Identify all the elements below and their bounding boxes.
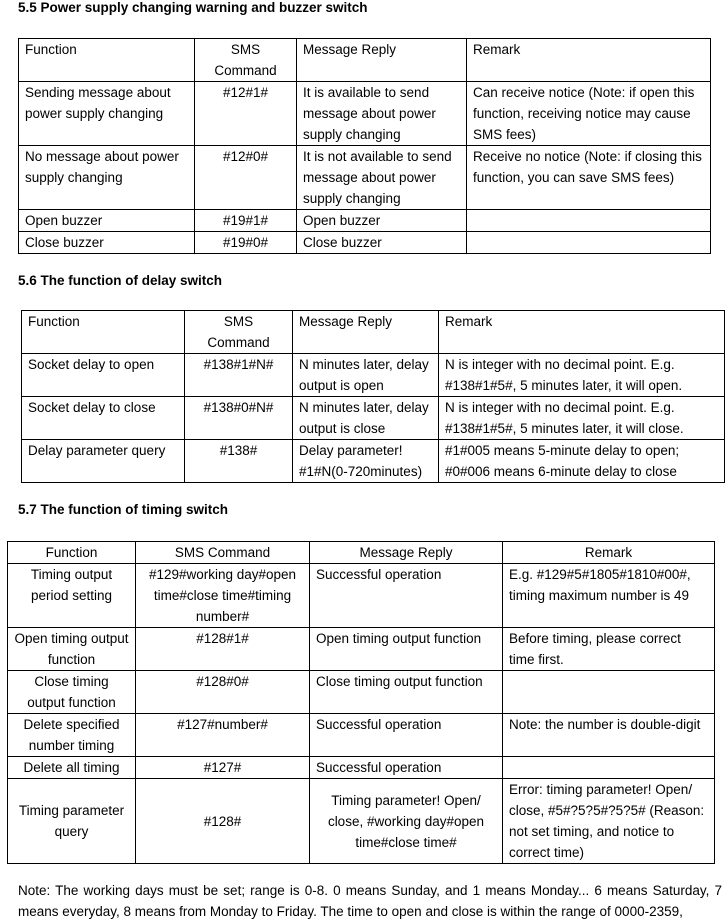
cell-message-reply: Close timing output function (310, 671, 503, 714)
cell-message-reply: Open buzzer (297, 210, 467, 232)
cell-function: Delay parameter query (22, 440, 185, 483)
cell-function: Delete all timing (8, 757, 136, 779)
cell-message-reply: N minutes later, delay output is open (293, 354, 439, 397)
table-row (19, 210, 711, 232)
cell-sms-command: #138#1#N# (185, 354, 293, 397)
header-sms-command: SMS Command (195, 39, 297, 82)
table-row (19, 146, 711, 210)
table-row (19, 82, 711, 146)
cell-message-reply: N minutes later, delay output is close (293, 397, 439, 440)
table-row (8, 564, 715, 628)
table-row (22, 440, 725, 483)
table-header-row (19, 39, 711, 82)
table-header-row (8, 542, 715, 564)
header-message-reply: Message Reply (293, 311, 439, 354)
cell-sms-command: #138# (185, 440, 293, 483)
table-row (19, 232, 711, 254)
cell-sms-command: #127# (136, 757, 310, 779)
cell-sms-command: #19#0# (195, 232, 297, 254)
header-function: Function (19, 39, 195, 82)
cell-remark: Error: timing parameter! Open/ close, #5#?5?5#?5?5# (Reason: not set timing, and notice to correct time) (503, 779, 715, 864)
cell-message-reply: Open timing output function (310, 628, 503, 671)
cell-remark: Can receive notice (Note: if open this function, receiving notice may cause SMS fees) (467, 82, 711, 146)
cell-message-reply: It is available to send message about power supply changing (297, 82, 467, 146)
cell-function: Open buzzer (19, 210, 195, 232)
cell-remark (467, 232, 711, 254)
table-row (22, 397, 725, 440)
header-remark: Remark (439, 311, 725, 354)
cell-function: Socket delay to close (22, 397, 185, 440)
delay-switch-table (21, 310, 725, 483)
cell-message-reply: Delay parameter! #1#N(0-720minutes) (293, 440, 439, 483)
table-row (22, 354, 725, 397)
cell-function: Timing parameter query (8, 779, 136, 864)
cell-function: No message about power supply changing (19, 146, 195, 210)
cell-sms-command: #12#0# (195, 146, 297, 210)
cell-remark (467, 210, 711, 232)
cell-message-reply: It is not available to send message about power supply changing (297, 146, 467, 210)
table-row (8, 714, 715, 757)
cell-remark: N is integer with no decimal point. E.g. #138#1#5#, 5 minutes later, it will open. (439, 354, 725, 397)
header-sms-command: SMS Command (185, 311, 293, 354)
cell-message-reply: Successful operation (310, 757, 503, 779)
cell-message-reply: Close buzzer (297, 232, 467, 254)
cell-sms-command: #12#1# (195, 82, 297, 146)
cell-sms-command: #138#0#N# (185, 397, 293, 440)
section-5-6-heading: 5.6 The function of delay switch (18, 273, 223, 288)
table-row (8, 757, 715, 779)
cell-sms-command: #128#0# (136, 671, 310, 714)
cell-sms-command: #128#1# (136, 628, 310, 671)
cell-function: Socket delay to open (22, 354, 185, 397)
cell-remark: Note: the number is double-digit (503, 714, 715, 757)
cell-remark: #1#005 means 5-minute delay to open; #0#006 means 6-minute delay to close (439, 440, 725, 483)
cell-remark (503, 757, 715, 779)
cell-remark (503, 671, 715, 714)
timing-switch-table (7, 541, 715, 864)
table-row (8, 671, 715, 714)
cell-sms-command: #129#working day#open time#close time#timing number# (136, 564, 310, 628)
cell-remark: N is integer with no decimal point. E.g. #138#1#5#, 5 minutes later, it will close. (439, 397, 725, 440)
header-sms-command: SMS Command (136, 542, 310, 564)
table-header-row (22, 311, 725, 354)
cell-function: Delete specified number timing (8, 714, 136, 757)
table-row (8, 779, 715, 864)
cell-message-reply: Successful operation (310, 564, 503, 628)
cell-sms-command: #127#number# (136, 714, 310, 757)
cell-message-reply: Timing parameter! Open/ close, #working day#open time#close time# (310, 779, 503, 864)
cell-message-reply: Successful operation (310, 714, 503, 757)
cell-sms-command: #128# (136, 779, 310, 864)
cell-function: Open timing output function (8, 628, 136, 671)
cell-remark: Before timing, please correct time first. (503, 628, 715, 671)
header-remark: Remark (467, 39, 711, 82)
cell-sms-command: #19#1# (195, 210, 297, 232)
cell-function: Close buzzer (19, 232, 195, 254)
header-remark: Remark (503, 542, 715, 564)
cell-remark: Receive no notice (Note: if closing this function, you can save SMS fees) (467, 146, 711, 210)
section-5-5-heading: 5.5 Power supply changing warning and buzzer switch (18, 0, 368, 15)
header-message-reply: Message Reply (297, 39, 467, 82)
cell-function: Sending message about power supply changing (19, 82, 195, 146)
section-5-7-heading: 5.7 The function of timing switch (18, 502, 229, 517)
cell-remark: E.g. #129#5#1805#1810#00#, timing maximum number is 49 (503, 564, 715, 628)
cell-function: Close timing output function (8, 671, 136, 714)
power-buzzer-table (18, 38, 711, 254)
working-days-note: Note: The working days must be set; range is 0-8. 0 means Sunday, and 1 means Monday... 6 means Saturday, 7 means everyday, 8 means from Monday to Friday. The time to open and close is within the range of 0000-2359, (18, 883, 722, 919)
table-row (8, 628, 715, 671)
header-function: Function (8, 542, 136, 564)
cell-function: Timing output period setting (8, 564, 136, 628)
header-message-reply: Message Reply (310, 542, 503, 564)
header-function: Function (22, 311, 185, 354)
